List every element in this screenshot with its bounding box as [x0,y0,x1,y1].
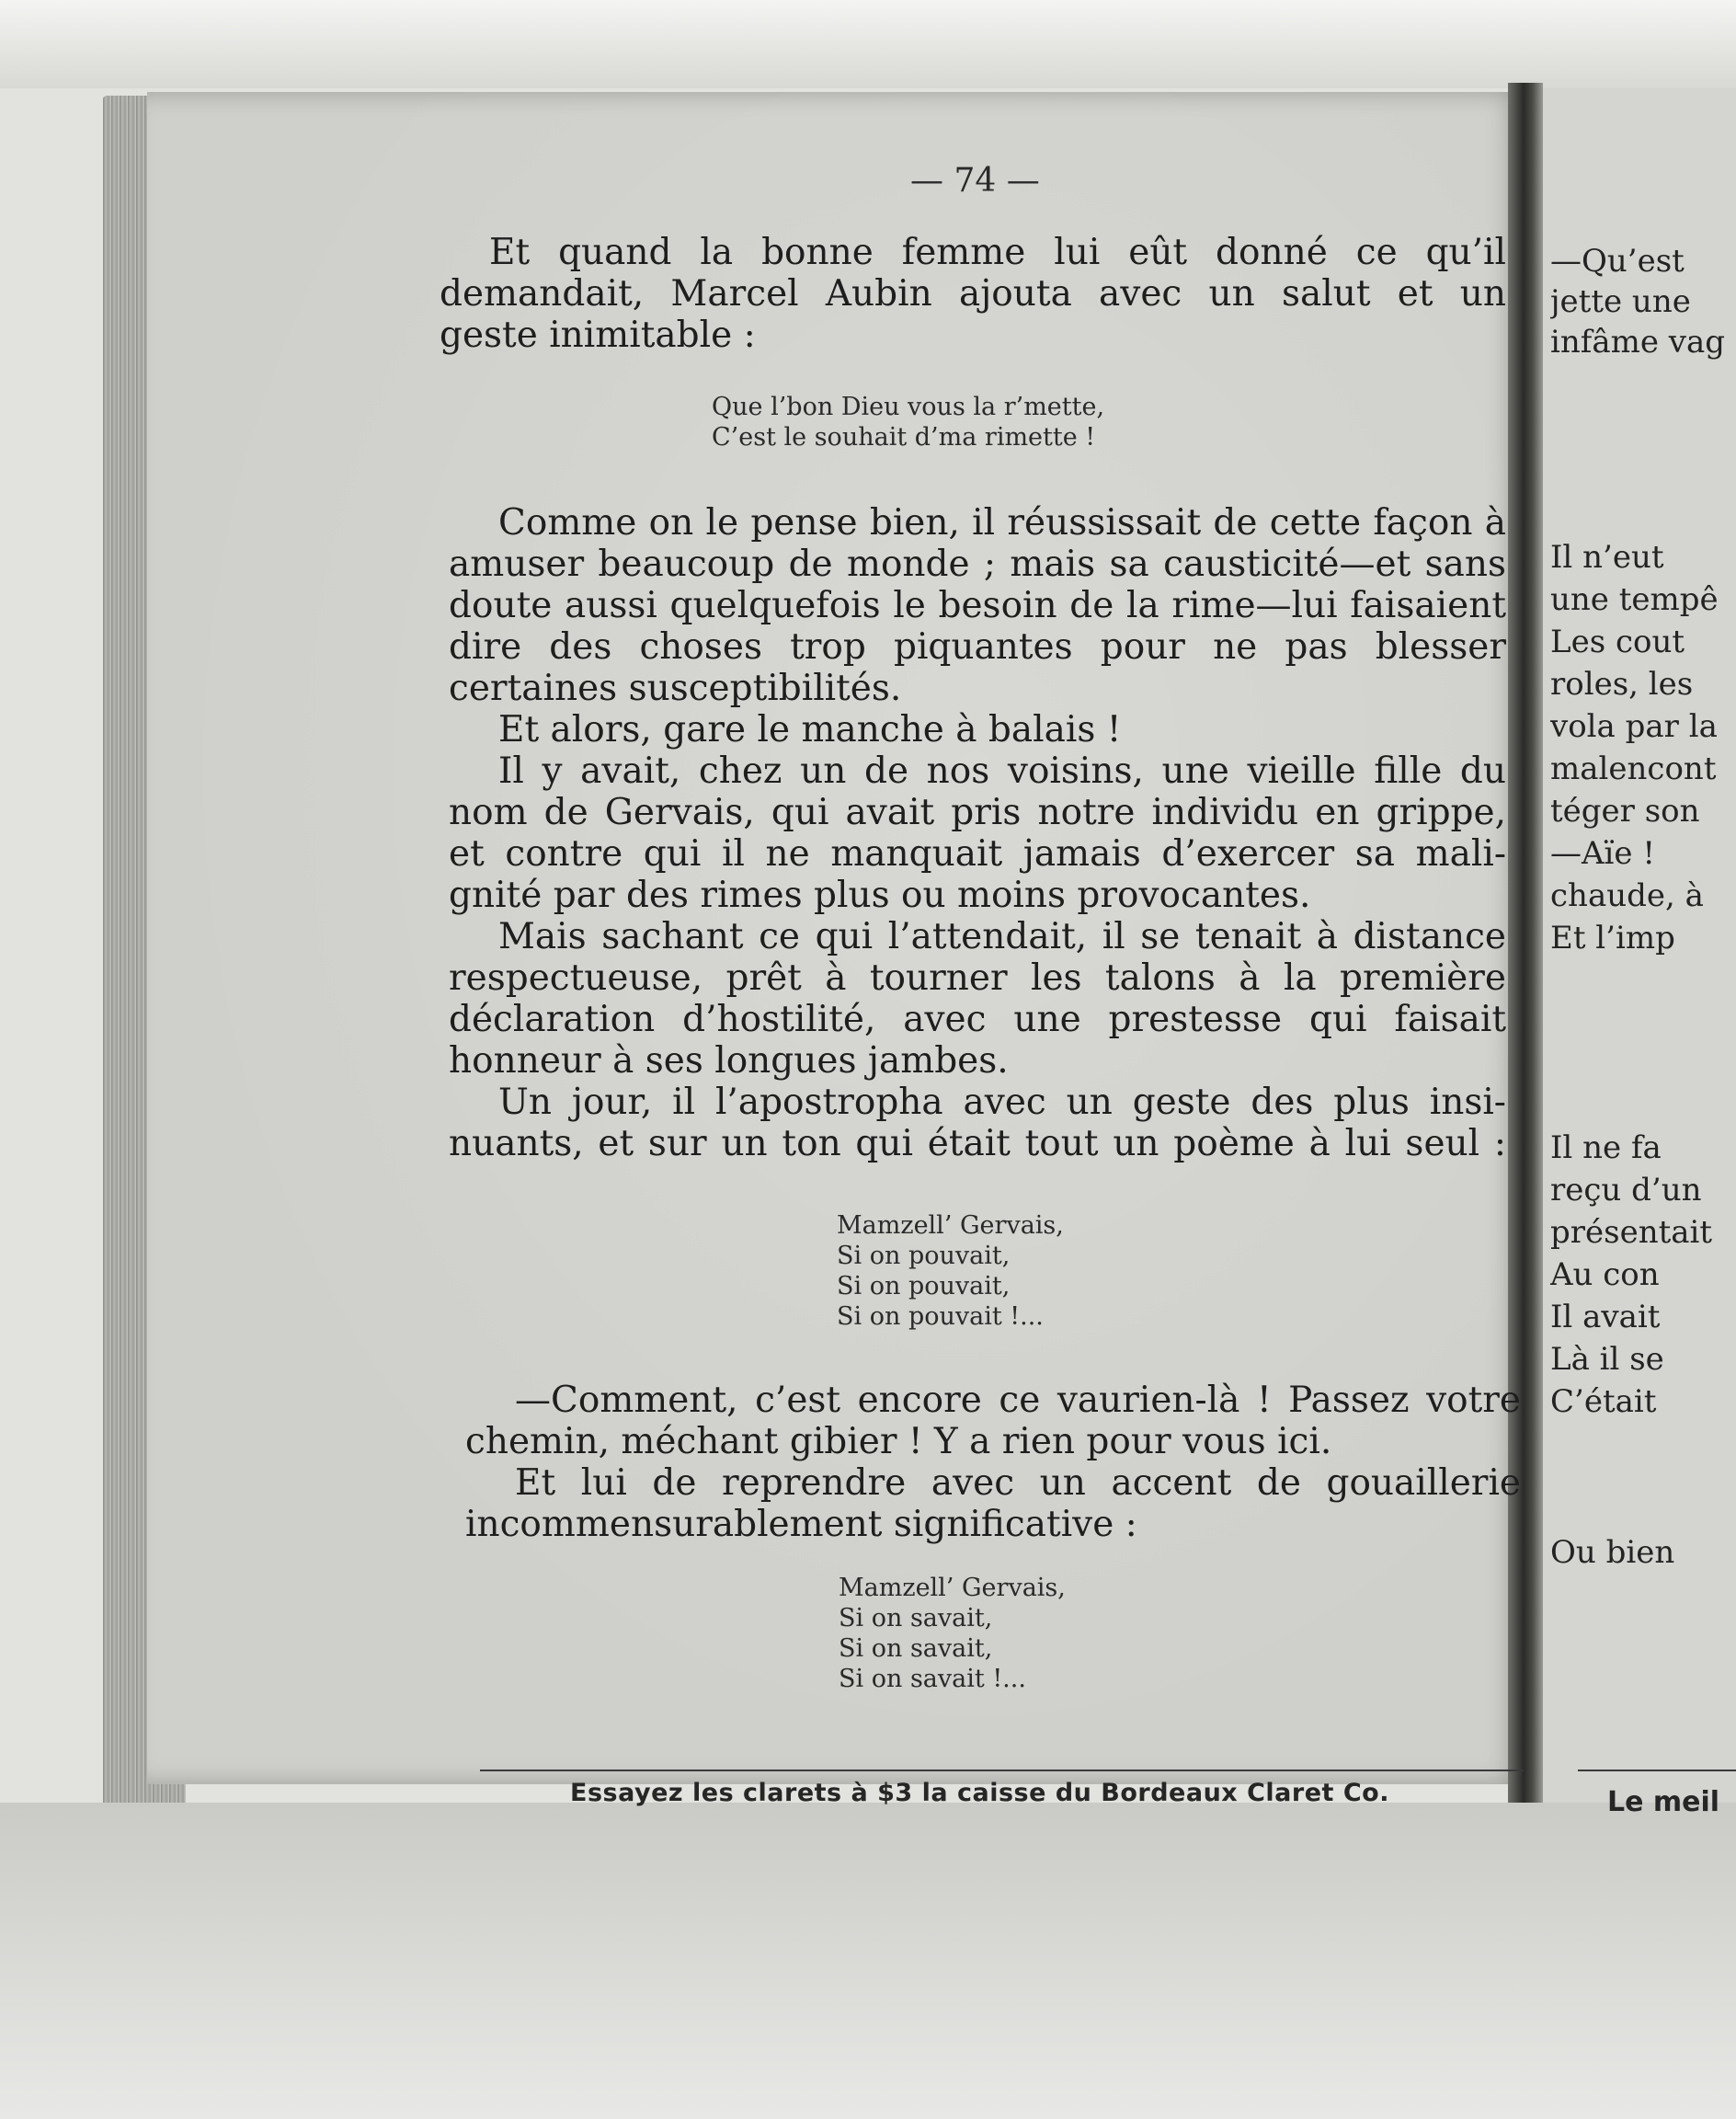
paragraph-2 [449,502,1506,1164]
right-footer-rule [1578,1770,1736,1771]
verse-line: Mamzell’ Gervais, [837,1211,1064,1240]
text-line: amuser beaucoup de monde ; mais sa causticité—et sans [449,544,1506,585]
text-line: chemin, méchant gibier ! Y a rien pour vous ici. [465,1421,1332,1462]
text-line: gnité par des rimes plus ou moins provocantes. [449,875,1311,916]
verse-1 [712,392,1104,452]
right-text-line: —Qu’est [1550,243,1685,280]
verse-line: Si on savait, [839,1604,993,1632]
right-text-line: infâme vag [1550,324,1726,361]
verse-3 [839,1573,1066,1694]
right-text-line: vola par la [1550,708,1718,745]
verse-2 [837,1210,1064,1332]
right-text-line: C’était [1550,1383,1657,1420]
text-line: Et lui de reprendre avec un accent de gouaillerie [515,1462,1521,1504]
right-text-line: roles, les [1550,666,1694,703]
text-line: respectueuse, prêt à tourner les talons à la première [449,957,1506,999]
right-text-line: Là il se [1550,1341,1664,1378]
footer-advertisement: Essayez les clarets à $3 la caisse du Bordeaux Claret Co. [570,1779,1389,1807]
verse-line: Si on pouvait !... [837,1302,1044,1331]
right-text-line: reçu d’un [1550,1172,1702,1208]
right-text-line: —Aïe ! [1550,835,1656,872]
verse-line: Mamzell’ Gervais, [839,1574,1066,1602]
book-gutter [1508,83,1543,1812]
right-text-line: téger son [1550,793,1700,830]
text-line: —Comment, c’est encore ce vaurien-là ! Passez votre [515,1380,1521,1421]
text-line: Mais sachant ce qui l’attendait, il se tenait à distance [498,916,1506,957]
text-line: Et alors, gare le manche à balais ! [498,709,1122,750]
verse-line: C’est le souhait d’ma rimette ! [712,423,1096,452]
right-text-line: malencont [1550,750,1717,787]
scan-background-top [0,0,1736,88]
footer-rule [480,1770,1524,1771]
scan-background-bottom [0,1803,1736,2119]
verse-line: Que l’bon Dieu vous la r’mette, [712,393,1105,421]
text-line: Comme on le pense bien, il réussissait de cette façon à [498,502,1506,544]
text-line: Et quand la bonne femme lui eût donné ce qu’il [489,232,1506,273]
right-text-line: Au con [1550,1256,1660,1293]
right-text-line: présentait [1550,1214,1713,1251]
verse-line: Si on savait !... [839,1665,1026,1693]
verse-line: Si on savait, [839,1634,993,1663]
right-text-line: Il n’eut [1550,539,1664,576]
text-line: certaines susceptibilités. [449,668,902,709]
right-text-line: Il avait [1550,1299,1661,1335]
verse-line: Si on pouvait, [837,1242,1011,1270]
verse-line: Si on pouvait, [837,1272,1011,1300]
page-number: — 74 — [910,162,1040,200]
paragraph-3 [465,1380,1521,1545]
text-line: doute aussi quelquefois le besoin de la rime—lui faisaient [449,585,1506,626]
right-text-line: Et l’imp [1550,920,1675,956]
text-line: et contre qui il ne manquait jamais d’exercer sa mali- [449,833,1506,875]
right-text-line: Il ne fa [1550,1129,1662,1166]
text-line: nom de Gervais, qui avait pris notre individu en grippe, [449,792,1506,833]
text-line: demandait, Marcel Aubin ajouta avec un salut et un [440,273,1506,315]
right-footer-advertisement: Le meil [1607,1786,1720,1818]
right-text-line: une tempê [1550,581,1719,618]
right-text-line: jette une [1550,283,1691,320]
text-line: honneur à ses longues jambes. [449,1040,1009,1082]
right-text-line: Les cout [1550,624,1685,660]
right-text-line: Ou bien [1550,1534,1675,1571]
text-line: dire des choses trop piquantes pour ne pas blesser [449,626,1506,668]
text-line: Un jour, il l’apostropha avec un geste des plus insi- [498,1082,1506,1123]
text-line: incommensurablement significative : [465,1504,1137,1545]
text-line: déclaration d’hostilité, avec une prestesse qui faisait [449,999,1506,1040]
text-line: Il y avait, chez un de nos voisins, une vieille fille du [498,750,1506,792]
right-text-line: chaude, à [1550,877,1704,914]
text-line: nuants, et sur un ton qui était tout un poème à lui seul : [449,1123,1506,1164]
text-line: geste inimitable : [440,315,756,356]
paragraph-1 [440,232,1506,356]
